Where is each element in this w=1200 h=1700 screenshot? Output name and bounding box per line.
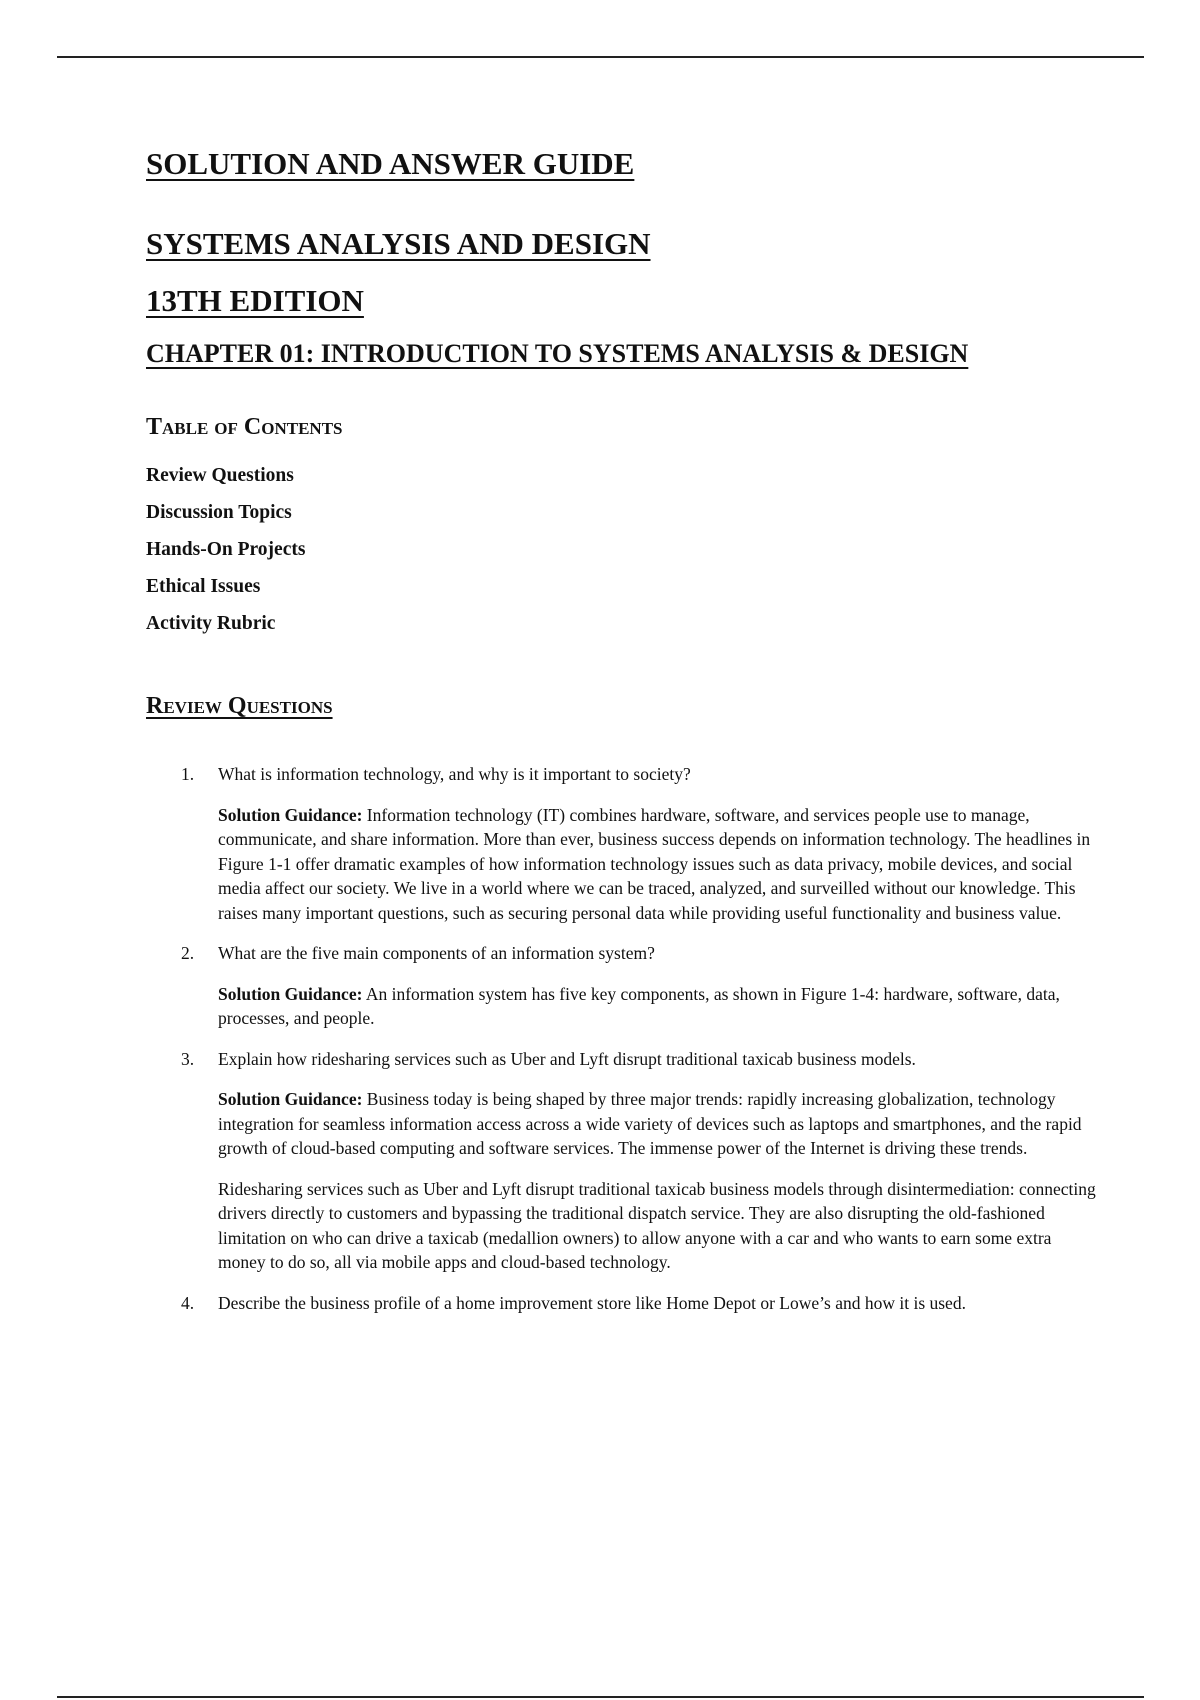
- table-of-contents: [146, 463, 305, 648]
- question-number: 2.: [181, 943, 195, 963]
- question-item: [176, 762, 1096, 925]
- question-text: Explain how ridesharing services such as Uber and Lyft disrupt traditional taxicab business models.: [218, 1048, 916, 1069]
- review-questions-list: [176, 762, 1096, 1331]
- solution-guidance: [218, 982, 1096, 1031]
- guidance-continuation: Ridesharing services such as Uber and Lyft disrupt traditional taxicab business models through disintermediation: connecting drivers directly to customers and bypassing the traditional dispatch service. They are also disrupting the old-fashioned limitation on who can drive a taxicab (medallion owners) to allow anyone with a car and who wants to earn some extra money to do so, all via mobile apps and cloud-based technology.: [218, 1178, 1096, 1272]
- question-number: 3.: [181, 1048, 195, 1069]
- guidance-text: Information technology (IT) combines hardware, software, and services people use to manage, communicate, and share information. More than ever, business success depends on information technology. The headlines in Figure 1-1 offer dramatic examples of how information technology issues such as data privacy, mobile devices, and social media affect our society. We live in a world where we can be traced, analyzed, and surveilled without our knowledge. This raises many important questions, such as securing personal data while providing useful functionality and business value.: [218, 804, 1091, 923]
- review-questions-heading: Review Questions: [146, 693, 333, 719]
- question-item: [176, 1047, 1096, 1275]
- edition-heading: 13TH EDITION: [146, 283, 364, 318]
- question-item: [176, 1291, 1096, 1316]
- question-text: What is information technology, and why is it important to society?: [218, 764, 691, 784]
- footer-rule: [57, 1696, 1144, 1698]
- question-text: What are the five main components of an information system?: [218, 943, 655, 963]
- toc-item-hands-on-projects[interactable]: Hands-On Projects: [146, 539, 306, 560]
- question-item: [176, 941, 1096, 1031]
- guidance-text: An information system has five key components, as shown in Figure 1-4: hardware, software, data, processes, and people.: [218, 983, 1060, 1028]
- question-text: Describe the business profile of a home improvement store like Home Depot or Lowe’s and how it is used.: [218, 1292, 966, 1313]
- header-rule: [57, 56, 1144, 58]
- guidance-label: Solution Guidance:: [218, 983, 363, 1004]
- guidance-label: Solution Guidance:: [218, 1089, 363, 1109]
- book-title: SYSTEMS ANALYSIS AND DESIGN: [146, 226, 651, 261]
- toc-item-ethical-issues[interactable]: Ethical Issues: [146, 576, 261, 597]
- solution-guidance: [218, 803, 1096, 926]
- toc-item-discussion-topics[interactable]: Discussion Topics: [146, 502, 292, 523]
- chapter-heading: CHAPTER 01: INTRODUCTION TO SYSTEMS ANALYSIS & DESIGN: [146, 339, 969, 368]
- toc-item-activity-rubric[interactable]: Activity Rubric: [146, 613, 276, 634]
- solution-guidance: [218, 1087, 1096, 1161]
- guidance-text: Business today is being shaped by three major trends: rapidly increasing globalization, technology integration for seamless information access across a wide variety of devices such as laptops and smartphones, and the rapid growth of cloud-based computing and software services. The immense power of the Internet is driving these trends.: [218, 1089, 1082, 1158]
- toc-heading: Table of Contents: [146, 414, 343, 440]
- guidance-label: Solution Guidance:: [218, 804, 363, 825]
- question-number: 1.: [181, 764, 195, 784]
- question-number: 4.: [181, 1292, 195, 1313]
- toc-item-review-questions[interactable]: Review Questions: [146, 465, 294, 486]
- document-title: SOLUTION AND ANSWER GUIDE: [146, 146, 635, 181]
